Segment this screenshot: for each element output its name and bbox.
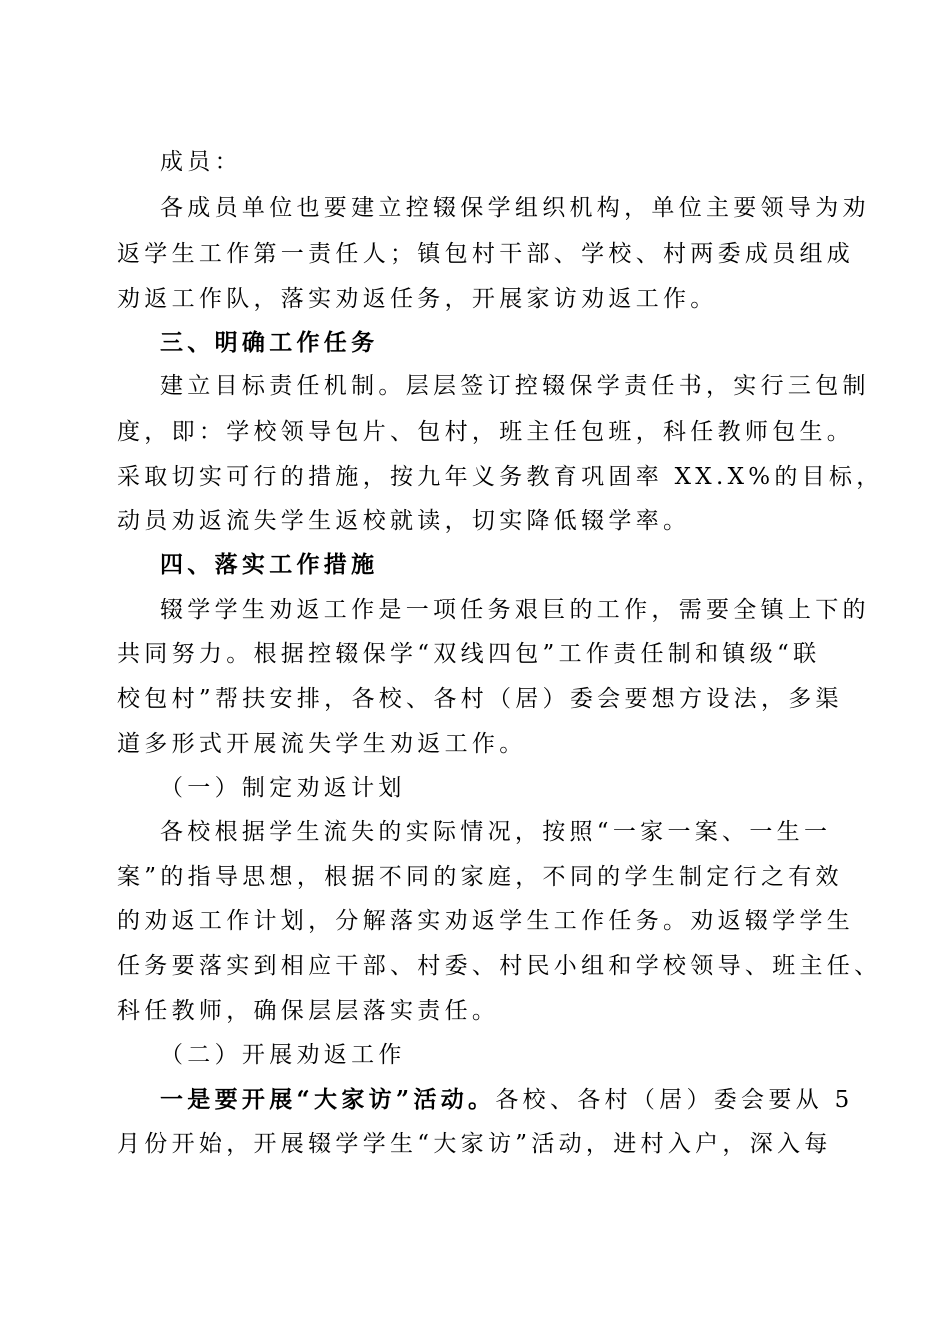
paragraph-line: 动员劝返流失学生返校就读，切实降低辍学率。 [117,508,691,534]
section-heading-4: 四、落实工作措施 [160,551,379,578]
paragraph-line: 校包村”帮扶安排，各校、各村（居）委会要想方设法，多渠 [117,686,843,712]
paragraph-line: 成员： [160,149,242,175]
paragraph-line: 度，即：学校领导包片、包村，班主任包班，科任教师包生。 [117,419,855,445]
paragraph-line: 的劝返工作计划，分解落实劝返学生工作任务。劝返辍学学生 [117,908,855,934]
paragraph-line: 返学生工作第一责任人；镇包村干部、学校、村两委成员组成 [117,241,855,267]
paragraph-line: 各成员单位也要建立控辍保学组织机构，单位主要领导为劝 [160,195,870,221]
paragraph-line: 月份开始，开展辍学学生“大家访”活动，进村入户，深入每 [117,1131,832,1157]
paragraph-line: 各校根据学生流失的实际情况，按照“一家一案、一生一 [160,819,832,845]
paragraph-line-lead [160,1084,854,1116]
paragraph-line: 道多形式开展流失学生劝返工作。 [117,731,527,757]
bold-lead-text: 一是要开展“大家访”活动。 [160,1086,496,1113]
paragraph-line: 任务要落实到相应干部、村委、村民小组和学校领导、班主任、 [117,953,882,979]
paragraph-line: 采取切实可行的措施，按九年义务教育巩固率 XX.X%的目标， [117,464,884,490]
paragraph-line: 案”的指导思想，根据不同的家庭，不同的学生制定行之有效 [117,864,843,890]
section-heading-3: 三、明确工作任务 [160,329,379,356]
subsection-heading-1: （一）制定劝返计划 [160,775,406,801]
paragraph-line: 共同努力。根据控辍保学“双线四包”工作责任制和镇级“联 [117,641,821,667]
paragraph-line: 科任教师，确保层层落实责任。 [117,998,500,1024]
subsection-heading-2: （二）开展劝返工作 [160,1042,406,1068]
paragraph-line: 劝返工作队，落实劝返任务，开展家访劝返工作。 [117,286,718,312]
lead-rest-text: 各校、各村（居）委会要从 5 [495,1087,854,1113]
paragraph-line: 辍学学生劝返工作是一项任务艰巨的工作，需要全镇上下的 [160,597,870,623]
paragraph-line: 建立目标责任机制。层层签订控辍保学责任书，实行三包制 [160,373,870,399]
